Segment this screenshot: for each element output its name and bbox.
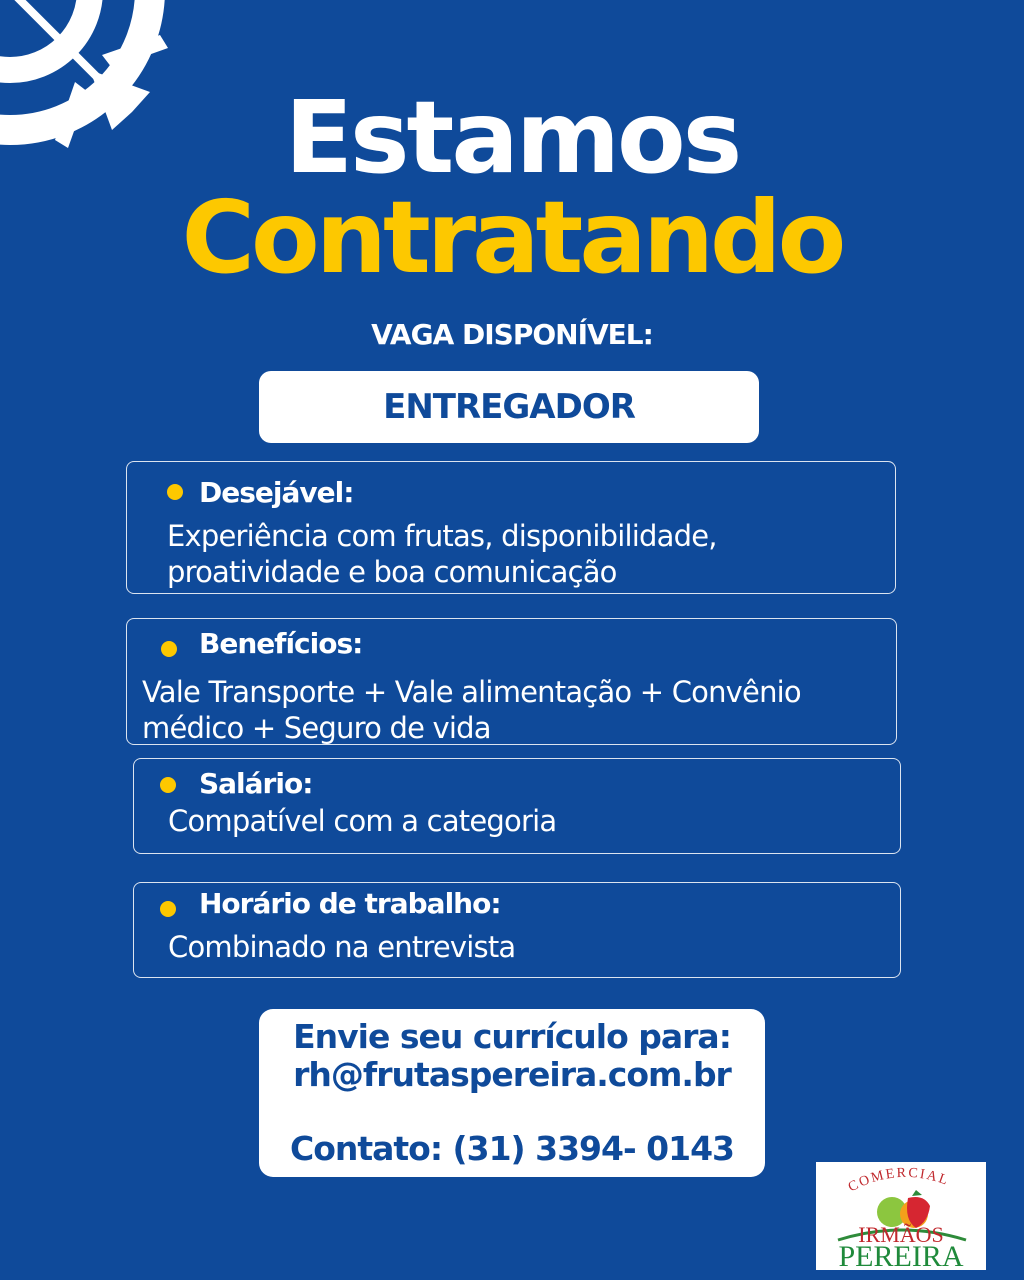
contact-phone[interactable]: Contato: (31) 3394- 0143 — [289, 1129, 734, 1168]
card-body-line: médico + Seguro de vida — [142, 711, 491, 745]
card-body-line: Compatível com a categoria — [168, 804, 557, 838]
card-title: Salário: — [199, 767, 313, 800]
contact-box — [259, 1009, 765, 1177]
headline-estamos: Estamos — [284, 79, 740, 196]
card-title: Horário de trabalho: — [199, 887, 501, 920]
bullet-icon — [160, 777, 176, 793]
logo-bottom-text: PEREIRA — [838, 1240, 964, 1270]
card-body-line: proatividade e boa comunicação — [167, 555, 617, 589]
card-body-line: Combinado na entrevista — [168, 930, 516, 964]
contact-intro: Envie seu currículo para: — [293, 1017, 731, 1056]
card-body-line: Experiência com frutas, disponibilidade, — [167, 519, 717, 553]
card-title: Benefícios: — [199, 627, 363, 660]
role-box — [259, 371, 759, 443]
vaga-label: VAGA DISPONÍVEL: — [371, 318, 653, 351]
card-salario — [133, 758, 901, 854]
bullet-icon — [167, 484, 183, 500]
card-horario — [133, 882, 901, 978]
logo-graphic — [816, 1162, 986, 1270]
bullet-icon — [160, 901, 176, 917]
bullet-icon — [161, 641, 177, 657]
company-logo — [816, 1162, 986, 1270]
card-title: Desejável: — [199, 476, 354, 509]
card-beneficios — [126, 618, 897, 745]
role-title: ENTREGADOR — [383, 387, 635, 427]
contact-email[interactable]: rh@frutaspereira.com.br — [293, 1055, 731, 1094]
logo-middle-text: IRMÃOS — [858, 1222, 944, 1247]
card-desejavel — [126, 461, 896, 594]
card-body-line: Vale Transporte + Vale alimentação + Convênio — [142, 675, 801, 709]
headline-contratando: Contratando — [181, 179, 843, 296]
logo-top-text: COMERCIAL — [845, 1165, 952, 1196]
